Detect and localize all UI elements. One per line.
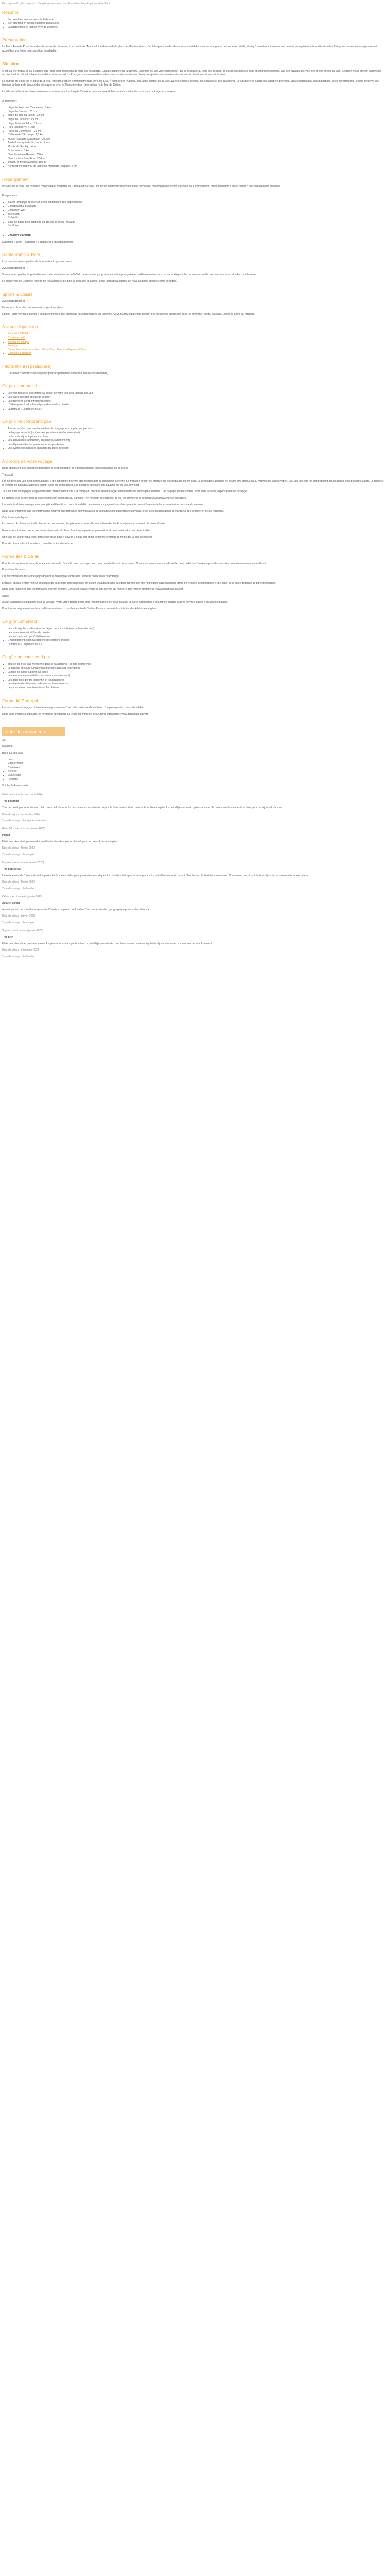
review-title: Accueil parfait <box>2 902 20 905</box>
list-item: • Bouilloire <box>8 224 385 228</box>
apropos-text-8: Le nombre de places est limité. En cas de désistement, les prix seront recalculés sur la base des tarifs en vigueur au moment de la modification. <box>2 522 167 526</box>
noncomprend-list <box>2 427 385 451</box>
list-item: • Télévision <box>8 213 385 217</box>
apropos-text-2: Les horaires des vols sont communiqués à titre indicatif et peuvent être modifiés par la compagnie aérienne. Le transport aérien est effectué sur vols réguliers ou low-cost. La compagnie aérienne ne pourra être connue qu'au moment de la réservation. Les vols low-cost ne comprennent pas les repas ni les boissons à bord. Le poids et le nombre de bagages autorisés varient selon les compagnies. Les bagages en soute sont payants sur les vols low-cost. <box>2 480 384 487</box>
gite-noncomprend-heading: Ce gîte ne comprend pas <box>2 654 52 660</box>
equipements-label: Équipements : <box>2 194 19 198</box>
list-item: • Les transferts aéroport/hôtel/aéroport <box>8 400 385 404</box>
list-item: • La taxe de séjour à payer sur place <box>8 435 385 439</box>
list-item[interactable] <box>8 336 385 341</box>
review-date: Sophie a écrit un avis (janvier 2023) <box>2 929 43 933</box>
review-stay-date: Date du séjour : janvier 2023 <box>2 914 35 918</box>
apropos-heading: À propos de votre voyage <box>2 459 52 464</box>
review <box>2 929 385 959</box>
list-item: • Emplacement <box>8 762 385 766</box>
list-item: • La taxe de séjour à payer sur place <box>8 671 385 675</box>
formalites-text-4: Nous vous rappelons que les formalités peuvent évoluer. Consultez régulièrement le site internet du ministère des Affaires étrangères : www.diplomatie.gouv.fr <box>2 588 183 591</box>
list-item: • Certaines chambres sont adaptées pour les personnes à mobilité réduite (sur demande). <box>8 372 385 376</box>
page <box>0 0 387 959</box>
room-capacity: Superficie : 18 m² – Capacité : 2 adultes et 1 enfant maximum <box>2 240 73 244</box>
review-stay-date: Date du séjour : décembre 2022 <box>2 948 39 952</box>
list-item: • Son standing 4* et ses chambres spacieuses <box>8 22 385 26</box>
review-text: Très bel hôtel, propre et situé en plein cœur de Lisbonne. Le personnel est aimable et disponible. La chambre était confortable et bien équipée. Le petit-déjeuner était copieux et varié. Je recommande vivement cet hôtel pour un séjour à Lisbonne. <box>2 806 283 809</box>
list-item: • Qualité/prix <box>8 774 385 778</box>
disposition-link[interactable]: Bureau de change <box>8 340 29 344</box>
informations-list <box>2 372 385 376</box>
review <box>2 861 385 891</box>
review-trip-type: Type de voyage : En couple <box>2 853 34 857</box>
list-item[interactable] <box>8 332 385 336</box>
review-trip-type: Type de voyage : Escapade entre amis <box>2 819 47 823</box>
notes-score-sub: Moyenne <box>2 745 13 749</box>
review-trip-type: Type de voyage : En couple <box>2 921 34 924</box>
formalite-portugal-heading: Formalité Portugal <box>2 698 38 703</box>
list-item: • Gare routière Sete Rios : 3,5 km <box>8 157 385 161</box>
notes-summary <box>2 739 385 788</box>
list-item: • plage de Bico da Estoril : 22 km <box>8 114 385 118</box>
notes-criteria <box>2 758 385 782</box>
list-item: • Service <box>8 770 385 774</box>
list-item[interactable] <box>8 344 385 348</box>
list-item: • La formule « Logement seul » <box>8 408 385 412</box>
list-item: • Les dépenses d'ordre personnel et les pourboires <box>8 443 385 447</box>
list-item: • Les éventuelles hausses carburant ou taxes aéroport <box>8 682 385 686</box>
apropos-text-10: Une taxe de séjour est à régler directement sur place : environ 2 € par nuit et par personne (enfants de moins de 13 ans exemptés). <box>2 535 153 539</box>
comprend-list <box>2 392 385 411</box>
list-item: • plage Fonte da Telha : 19 km <box>8 122 385 126</box>
list-item: • Jardin botanique de Lisbonne : 1 km <box>8 141 385 145</box>
notes-score: 3/5 <box>2 738 6 742</box>
notes-count: Basé sur 789 Avis <box>2 751 23 755</box>
situation-text-1: C'est sur le Portugal et sur Lisbonne que nous vous proposons de faire une escapade. Capitale baignée par la lumière, Lisbonne est une ville cosmopolite, qui se découvre au fil de ses collines, de ses ruelles pavées et de ses tramways jaunes. Ville des navigateurs, ville des poètes et ville du fado, Lisbonne vous offre un patrimoine architectural et culturel riche entre tradition et modernité. Le Portugal vous réserve de nombreuses surprises entre ses places, ses jardins, ses musées et monuments historiques et son art de vivre. <box>2 69 381 77</box>
gite-noncomprend-list <box>2 663 385 690</box>
sports-sub: Avec participation (€) : <box>2 299 28 303</box>
review <box>2 827 385 857</box>
review-title: Très bien <box>2 936 13 939</box>
list-item: • Son emplacement au cœur de Lisbonne <box>8 18 385 22</box>
restaurants-text-2: Vous pourrez profiter du petit-déjeuner buffet au restaurant de l'hôtel. Le restaurant propose une cuisine portugaise et méditerranéenne dans un cadre élégant. Le bar vous accueille pour savourer un cocktail ou une boisson. <box>2 273 257 277</box>
formalites-text: Pour les ressortissants français, une carte nationale d'identité ou un passeport en cours de validité sont nécessaires. Nous vous recommandons de vérifier les conditions d'entrée auprès des autorités compétentes avant votre départ. <box>2 562 267 565</box>
restaurants-heading: Restaurants & Bars <box>2 252 40 258</box>
sante-sub: Santé <box>2 594 9 598</box>
list-item: • Château de São Jorge : 1,5 km <box>8 133 385 138</box>
resume-heading: Résumé <box>2 9 19 15</box>
list-item: • Chambres <box>8 766 385 770</box>
list-item[interactable] <box>8 352 385 356</box>
formalites-text-3: Enfants : chaque enfant mineur doit posséder sa propre pièce d'identité. Un enfant voyageant sans ses deux parents doit être muni d'une autorisation de sortie de territoire accompagnée d'une copie de la pièce d'identité du parent signataire. <box>2 581 276 585</box>
review-title: Parfait <box>2 834 10 837</box>
equipements-list <box>2 201 385 228</box>
list-item: • Les transferts aéroport/hôtel/aéroport <box>8 635 385 639</box>
review-text: Hôtel très bien situé, personnel accueillant et chambre propre. Parfait pour découvrir Lisbonne à pied. <box>2 840 118 843</box>
apropos-text-4: Le premier et le dernier jour de votre séjour sont consacrés au transport : en fonction des horaires de vol, les premières et dernières nuits peuvent être écourtées. <box>2 496 187 500</box>
review-date: Marjorie a écrit un avis (février 2023) <box>2 861 44 865</box>
resume-list <box>2 18 385 30</box>
list-item: • L'hébergement selon la catégorie de chambre choisie <box>8 403 385 408</box>
list-item: • Les assurances (annulation, assistance, rapatriement) <box>8 439 385 443</box>
review-stay-date: Date du séjour : février 2023 <box>2 846 35 850</box>
list-item: • Musée Calouste Gulbenkian : 2,5 km <box>8 138 385 142</box>
review <box>2 793 385 823</box>
disposition-link[interactable]: Réception 24h/24 <box>8 332 28 336</box>
review <box>2 895 385 925</box>
review-title: Très bel hôtel <box>2 800 19 803</box>
list-item: • Les assurances (annulation, assistance, rapatriement) <box>8 674 385 679</box>
review-date: Elise, 50 b a écrit un avis (mars 2023) <box>2 827 45 831</box>
formalite-portugal-text-2: Nous vous invitons à consulter les formalités en vigueur sur le site du ministère des Affaires étrangères : www.diplomatie.gouv.fr <box>2 713 148 716</box>
apropos-text-3: Tous les frais de bagages supplémentaires ou d'excédent sont à la charge du client et seront à régler directement à la compagnie aérienne. Les bagages et leur contenu sont sous la seule responsabilité du passager. <box>2 490 248 494</box>
list-item: • Place du Commerce : 1,5 km <box>8 130 385 134</box>
formalites-heading: Formalités & Santé <box>2 553 40 559</box>
sports-text-1: Un service de location de vélos est proposé sur place. <box>2 306 64 310</box>
list-item: • Aéroport international de Lisbonne Humberto Delgado : 7 km <box>8 165 385 169</box>
presentation-heading: Présentation <box>2 37 27 43</box>
list-item: • Station de métro Avenida : 100 m <box>8 161 385 165</box>
list-item: • plage de Praia dos Carcavelos : 9 km <box>8 106 385 110</box>
list-item: • Les éventuelles hausses carburant ou taxes aéroport <box>8 447 385 451</box>
room-type: • Chambre Standard <box>8 234 385 238</box>
hebergement-text: Installez-vous dans une chambre confortable et moderne au Turim Avenida Hotel. Toutes les chambres disposent d'une décoration contemporaine et sont équipées de la climatisation, d'une télévision à écran plat et d'une salle de bains privative. <box>2 184 281 188</box>
list-item: • Le bagage en soute (uniquement possible après la réservation) <box>8 667 385 671</box>
informations-heading: Information(s) pratique(s) <box>2 363 52 369</box>
list-item: • Océanarium : 8 km <box>8 149 385 154</box>
disposition-link[interactable]: Cartes bancaires acceptées : MasterCard, American Express & Visa <box>8 348 86 351</box>
restaurants-sub: Avec participation (€) : <box>2 266 28 270</box>
apropos-sub: Transport : <box>2 473 14 477</box>
list-item: • plage de Caparica : 13 km <box>8 118 385 122</box>
list-item: • Les taxes aéroport et frais de dossier <box>8 631 385 635</box>
list-item: • Les vols réguliers, aller/retour au départ de votre ville (voir tableau des vols) <box>8 392 385 396</box>
disposition-link[interactable]: Consigne à bagages <box>8 352 31 355</box>
list-item: • Tout ce qui n'est pas mentionné dans le paragraphe « ce gîte comprend » <box>8 663 385 667</box>
list-item: • Gare ferroviaire Rossio : 700 m <box>8 153 385 157</box>
restaurants-text-1: Lors de votre séjour, profitez de la formule « Logement seul ». <box>2 260 73 264</box>
apropos-text-9: Nous vous informons que le prix de ce séjour est calculé en fonction de plusieurs paramètres et peut varier selon les disponibilités. <box>2 529 152 532</box>
disposition-link[interactable]: Parking <box>8 344 17 348</box>
disposition-link[interactable]: Connexion Wifi <box>8 336 25 340</box>
list-item: • Connexion Wifi <box>8 209 385 213</box>
list-item: • Les dépenses d'ordre personnel et les pourboires <box>8 679 385 683</box>
proximite-list <box>2 106 385 169</box>
list-item: • Les vols réguliers, aller/retour au départ de votre ville (voir tableau des vols) <box>8 627 385 631</box>
review-stay-date: Date du séjour : février 2023 <box>2 880 35 884</box>
top-navigation-text: Description Ce gîte comprend : Ce gîte ne comprend pas Formalités Logo Imprimer Avis Client <box>2 2 110 5</box>
formalite-portugal-text: Les ressortissants français doivent être en possession d'une carte nationale d'identité ou d'un passeport en cours de validité. <box>2 706 144 709</box>
review-text: Accueil parfait, personnel très serviable. Chambre propre et confortable. Très bonne situation géographique pour visiter Lisbonne. <box>2 908 150 911</box>
list-item: • Coffre-fort <box>8 216 385 221</box>
apropos-text-5: Les enfants doivent voyager avec une pièce d'identité en cours de validité. Les mineurs voyageant sans leurs parents doivent être munis d'une autorisation de sortie du territoire. <box>2 503 204 506</box>
list-item: • Balcon aménagé ou vue sur la ville en fonction des disponibilités <box>8 201 385 205</box>
review-title: Très bon séjour <box>2 868 22 871</box>
apropos-text-7: Conditions spécifiques : <box>2 516 29 519</box>
review-trip-type: Type de voyage : En famille <box>2 955 34 958</box>
formalites-text-2: Les ressortissants des autres pays doivent se renseigner auprès des autorités consulaires du Portugal. <box>2 574 120 578</box>
list-item: • Les taxes aéroport et frais de dossier <box>8 396 385 400</box>
list-item: • Climatisation / chauffage <box>8 205 385 209</box>
list-item: • Tout ce qui n'est pas mentionné dans le paragraphe « ce prix comprend » <box>8 427 385 431</box>
sports-heading: Sports & Loisirs <box>2 291 33 297</box>
formalites-text-6: Pour tout renseignement sur les conditions sanitaires, consultez le site de l'Institut Pasteur ou celui du ministère des Affaires étrangères. <box>2 607 158 611</box>
list-item: • Salle de bains avec baignoire ou douche et sèche-cheveux <box>8 221 385 225</box>
list-item: • Lieux <box>8 758 385 762</box>
apropos-text-11: Pour de plus amples informations, consultez notre site internet. <box>2 542 74 546</box>
proximite-label: À proximité : <box>2 99 17 103</box>
list-item: • Les prestations complémentaires facultatives <box>8 686 385 690</box>
notes-count-label: Voir les 5 derniers avis <box>2 784 28 788</box>
review-date: Hôtel très à tout le pour - août 2024 <box>2 793 43 796</box>
hebergement-heading: Hébergement <box>2 176 29 182</box>
list-item: • Parc Eduardo VII : 1 km <box>8 126 385 130</box>
situation-text-3: La ville accueille de nombreux événements culturels tout au long de l'année et de nombreux établissements sont à découvrir pour prolonger vos soirées. <box>2 90 176 93</box>
review-trip-type: Type de voyage : En famille <box>2 887 34 891</box>
list-item: • plage de Cascais : 25 km <box>8 110 385 114</box>
apropos-text-6: Nous vous informons que les informations relatives aux formalités administratives et sanitaires sont susceptibles d'évoluer. Il est de la responsabilité du voyageur de s'informer et de les respecter. <box>2 510 224 513</box>
list-item: • L'hébergement selon la catégorie de chambre choisie <box>8 639 385 643</box>
list-item: • Musée de l'Azulejo : 4 km <box>8 145 385 149</box>
apropos-text-1: Nous appliquons des conditions particulières de modification et d'annulation pour les réservations de ce séjour. <box>2 467 129 470</box>
list-item: • La formule « Logement seul » <box>8 643 385 647</box>
sports-text-2: L'hôtel Turim Avenida est situé à quelques minutes des principaux lieux touristiques de Lisbonne. Vous pourrez également profiter des excursions proposées dans les environs : Sintra, Cascais, Estoril, la Serra da Arrábida. <box>2 312 255 316</box>
noncomprend-heading: Ce prix ne comprend pas : <box>2 419 54 425</box>
presentation-text: Le Turim Avenida 4* est situé dans le centre de Lisbonne, à proximité de l'Avenida Liberdade et de la place des Restaurateurs. Cet hôtel propose des chambres confortables avec service gratuit de connexion Wi-Fi, ainsi qu'un restaurant servant une cuisine portugaise traditionnelle et un bar. Il dispose de tous les équipements et accueillera vos hôtes pour un séjour inoubliable. <box>2 45 377 53</box>
review-date: Céline a écrit un avis (janvier 2023) <box>2 895 43 899</box>
list-item: • La gastronomie et l'art de vivre de Lisbonne <box>8 26 385 30</box>
review-text: Hôtel très bien placé, propre et calme. Le personnel est aux petits soins. Le petit-déjeuner est très bon. Nous avons passé un agréable séjour et nous recommandons cet établissement. <box>2 942 213 945</box>
disposition-heading: À votre disposition <box>2 324 38 330</box>
list-item[interactable] <box>8 348 385 352</box>
comprend-heading: Ce prix comprend : <box>2 383 39 389</box>
review-stay-date: Date du séjour : septembre 2024 <box>2 812 40 816</box>
gite-comprend-heading: Ce gîte comprend <box>2 619 37 624</box>
notes-header: Note des voyageurs <box>2 727 65 736</box>
situation-text-2: Le quartier de Baixa est le cœur de la ville, reconstruit après le tremblement de terre de 1755. À l'est s'élève l'Alfama, plus vieux quartier de la ville, avec ses ruelles étroites, ses escaliers et ses belvédères. Le Chiado et le Bairro Alto, quartiers bohèmes, vous séduiront par leurs boutiques, cafés et restaurants. Belém conserve les témoins de la grande époque des découvertes avec le Monastère des Hiéronymites et la Tour de Belém. <box>2 79 379 87</box>
review-text: L'emplacement de l'hôtel est idéal, à proximité du métro et des principaux sites touristiques. La chambre était spacieuse et propre. Le petit-déjeuner était correct. Seul bémol : le bruit de la rue le soir. Nous avons passé un très bon séjour et nous reviendrons avec plaisir. <box>2 874 309 877</box>
restaurants-text-3: Le centre-ville de Lisbonne regorge de restaurants et de bars où déguster la cuisine locale : bacalhau, pastéis de nata, sardines grillées et vins portugais. <box>2 279 177 283</box>
gite-comprend-list <box>2 627 385 647</box>
formalites-sub: Formalités douanes <box>2 568 25 572</box>
room-type-list <box>2 234 385 238</box>
list-item: • Le bagage en soute (uniquement possible après la réservation) <box>8 431 385 435</box>
disposition-list <box>2 332 385 356</box>
formalites-text-5: Aucun vaccin n'est obligatoire pour ce voyage. Avant votre départ, nous vous recommandons de vous procurer la carte européenne d'assurance maladie auprès de votre caisse d'assurance maladie. <box>2 601 229 604</box>
situation-heading: Situation <box>2 61 20 66</box>
list-item: • Propreté <box>8 778 385 782</box>
